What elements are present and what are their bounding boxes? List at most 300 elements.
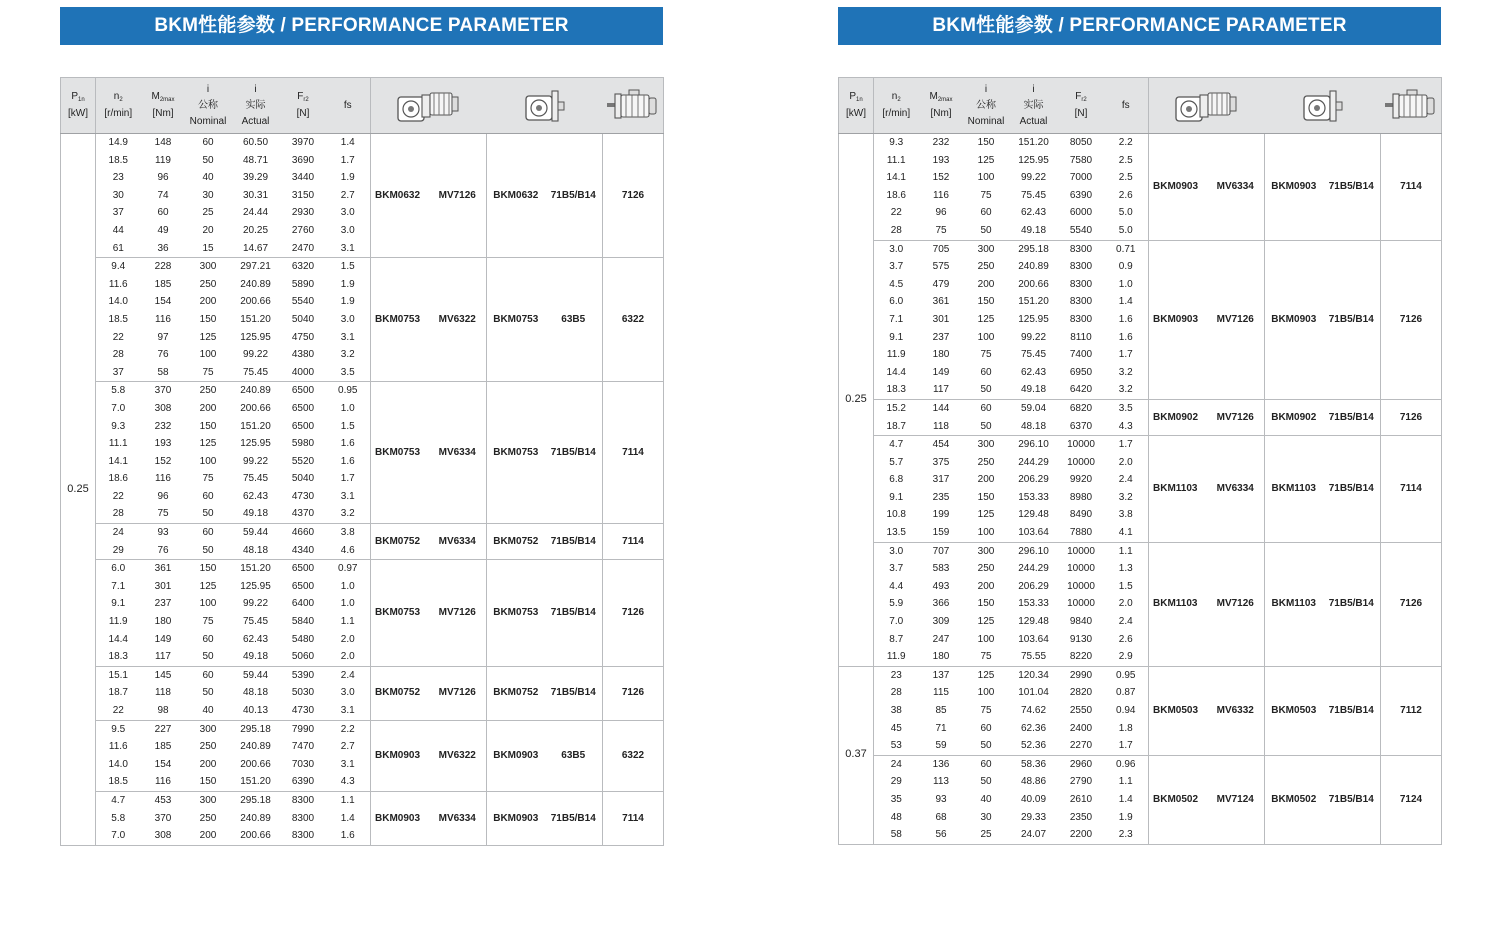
ratio-nominal-cell: 125 bbox=[977, 313, 995, 325]
table-row bbox=[61, 524, 664, 542]
fs-cell: 1.3 bbox=[1104, 560, 1149, 578]
motor-frame-cell: 7114 bbox=[1381, 436, 1442, 543]
ratio-nominal-cell: 75 bbox=[980, 189, 992, 201]
motor-model-cell: MV6322 bbox=[429, 720, 487, 791]
fr2-cell: 10000 bbox=[1059, 542, 1104, 560]
n2-cell: 29 bbox=[96, 542, 141, 560]
m2max-cell: 705 bbox=[919, 240, 964, 258]
n2-cell: 4.7 bbox=[874, 436, 919, 454]
fr2-cell: 8300 bbox=[1069, 296, 1093, 308]
n2-cell: 18.5 bbox=[96, 152, 141, 170]
ratio-actual-cell: 20.25 bbox=[242, 224, 269, 236]
page-title-banner: BKM性能参数 / PERFORMANCE PARAMETER bbox=[838, 7, 1441, 45]
ratio-nominal-cell: 50 bbox=[202, 154, 214, 166]
m2max-cell: 154 bbox=[154, 758, 172, 770]
fr2-cell: 2990 bbox=[1059, 666, 1104, 684]
m2max-cell: 583 bbox=[932, 563, 950, 575]
fs-cell: 2.4 bbox=[1104, 613, 1149, 631]
m2max-cell: 180 bbox=[919, 648, 964, 666]
gearmotor-model-cell: BKM0753 bbox=[371, 560, 429, 667]
power-cell: 0.37 bbox=[839, 666, 874, 844]
m2max-cell: 180 bbox=[932, 349, 950, 361]
ratio-nominal-cell: 125 bbox=[199, 580, 217, 592]
m2max-cell: 237 bbox=[154, 598, 172, 610]
ratio-actual-cell: 48.18 bbox=[242, 544, 269, 556]
motor-model-cell: MV7126 bbox=[1207, 240, 1265, 399]
fs-cell: 4.3 bbox=[326, 773, 371, 791]
fs-cell: 1.7 bbox=[1104, 737, 1149, 755]
fs-cell: 3.5 bbox=[1104, 399, 1149, 417]
ratio-actual-cell: 24.07 bbox=[1009, 826, 1059, 844]
fr2-cell: 2820 bbox=[1069, 687, 1093, 699]
m2max-cell: 232 bbox=[919, 134, 964, 152]
fr2-cell: 4660 bbox=[281, 524, 326, 542]
fs-cell: 1.4 bbox=[326, 134, 371, 152]
ratio-actual-cell: 49.18 bbox=[242, 651, 269, 663]
fs-cell: 1.6 bbox=[326, 453, 371, 471]
n2-cell: 24 bbox=[96, 524, 141, 542]
ratio-nominal-cell: 40 bbox=[202, 705, 214, 716]
fr2-cell: 6500 bbox=[281, 382, 326, 400]
fs-cell: 3.1 bbox=[326, 756, 371, 774]
m2max-cell: 71 bbox=[935, 722, 947, 734]
fs-cell: 2.9 bbox=[1104, 648, 1149, 666]
flange-cell: 63B5 bbox=[545, 258, 603, 382]
ratio-actual-cell: 153.33 bbox=[1018, 598, 1049, 610]
n2-cell: 18.3 bbox=[874, 381, 919, 399]
ratio-actual-cell: 48.86 bbox=[1020, 776, 1047, 788]
fr2-cell: 8300 bbox=[1059, 240, 1104, 258]
m2max-cell: 116 bbox=[155, 313, 171, 325]
n2-cell: 14.0 bbox=[96, 756, 141, 774]
fs-cell: 3.0 bbox=[326, 684, 371, 702]
ratio-nominal-cell: 50 bbox=[202, 508, 214, 520]
m2max-cell: 93 bbox=[141, 524, 186, 542]
fr2-cell: 5890 bbox=[291, 278, 315, 290]
m2max-cell: 68 bbox=[935, 811, 947, 823]
ratio-nominal-cell: 125 bbox=[964, 666, 1009, 684]
ratio-actual-cell: 99.22 bbox=[1020, 172, 1047, 184]
ratio-actual-cell: 58.36 bbox=[1009, 755, 1059, 773]
ratio-nominal-cell: 125 bbox=[977, 616, 995, 628]
gearmotor-model-cell: BKM0503 bbox=[1149, 666, 1207, 755]
gearmotor-model-cell: BKM0753 bbox=[371, 382, 429, 524]
ratio-actual-cell: 59.44 bbox=[231, 524, 281, 542]
ratio-actual-cell: 101.04 bbox=[1018, 687, 1049, 699]
motor-frame-cell: 7114 bbox=[603, 791, 664, 845]
ratio-nominal-cell: 200 bbox=[977, 474, 995, 486]
n2-cell: 7.0 bbox=[874, 613, 919, 631]
fs-cell: 0.95 bbox=[326, 382, 371, 400]
fs-cell: 1.0 bbox=[326, 578, 371, 596]
m2max-cell: 493 bbox=[932, 580, 950, 592]
fs-cell: 1.5 bbox=[326, 418, 371, 436]
gearmotor-model-cell: BKM1103 bbox=[1149, 436, 1207, 543]
n2-cell: 53 bbox=[874, 737, 919, 755]
fr2-cell: 7990 bbox=[281, 720, 326, 738]
ratio-actual-cell: 30.31 bbox=[242, 189, 269, 201]
fr2-cell: 2200 bbox=[1059, 826, 1104, 844]
ratio-actual-cell: 153.33 bbox=[1018, 491, 1049, 503]
m2max-cell: 113 bbox=[933, 776, 949, 788]
fr2-cell: 8220 bbox=[1059, 648, 1104, 666]
ratio-actual-cell: 24.44 bbox=[242, 207, 269, 219]
m2max-cell: 154 bbox=[154, 296, 172, 308]
motor-model-cell: MV7126 bbox=[1207, 542, 1265, 666]
n2-cell: 18.6 bbox=[96, 470, 141, 488]
ratio-actual-cell: 62.43 bbox=[242, 490, 269, 502]
m2max-cell: 453 bbox=[141, 791, 186, 809]
fr2-cell: 5040 bbox=[291, 473, 315, 485]
ratio-nominal-cell: 200 bbox=[186, 827, 231, 845]
gearbox-model-cell: BKM0753 bbox=[487, 560, 545, 667]
n2-cell: 9.5 bbox=[96, 720, 141, 738]
flange-cell: 71B5/B14 bbox=[1323, 240, 1381, 399]
fs-cell: 1.4 bbox=[1104, 293, 1149, 311]
ratio-actual-cell: 240.89 bbox=[240, 812, 271, 824]
m2max-cell: 98 bbox=[157, 705, 169, 716]
n2-cell: 14.4 bbox=[874, 364, 919, 382]
ratio-nominal-cell: 75 bbox=[980, 349, 992, 361]
fs-cell: 2.0 bbox=[326, 648, 371, 666]
fr2-cell: 8300 bbox=[1069, 261, 1093, 273]
m2max-cell: 301 bbox=[154, 580, 172, 592]
fr2-cell: 10000 bbox=[1067, 456, 1095, 468]
m2max-cell: 149 bbox=[154, 633, 172, 645]
table-row bbox=[839, 666, 1442, 684]
m2max-cell: 193 bbox=[932, 154, 950, 166]
n2-cell: 18.7 bbox=[874, 418, 919, 436]
m2max-cell: 235 bbox=[932, 491, 950, 503]
fr2-cell: 5480 bbox=[291, 633, 315, 645]
fr2-cell: 10000 bbox=[1067, 580, 1095, 592]
ratio-nominal-cell: 200 bbox=[977, 278, 995, 290]
n2-cell: 48 bbox=[874, 809, 919, 827]
fr2-cell: 6370 bbox=[1069, 420, 1093, 432]
m2max-cell: 370 bbox=[154, 812, 172, 824]
motor-frame-cell: 7114 bbox=[1381, 134, 1442, 241]
ratio-nominal-cell: 100 bbox=[977, 527, 995, 539]
ratio-actual-cell: 295.18 bbox=[231, 720, 281, 738]
m2max-cell: 152 bbox=[932, 172, 950, 184]
gearmotor-model-cell: BKM0752 bbox=[371, 524, 429, 560]
fs-cell: 2.0 bbox=[1104, 595, 1149, 613]
n2-cell: 11.9 bbox=[874, 648, 919, 666]
ratio-nominal-cell: 300 bbox=[964, 436, 1009, 454]
m2max-cell: 144 bbox=[919, 399, 964, 417]
fs-cell: 2.7 bbox=[326, 187, 371, 205]
n2-cell: 22 bbox=[96, 329, 141, 347]
ratio-actual-cell: 200.66 bbox=[240, 758, 271, 770]
flange-cell: 71B5/B14 bbox=[545, 560, 603, 667]
ratio-nominal-cell: 200 bbox=[199, 296, 217, 308]
ratio-actual-cell: 48.18 bbox=[1020, 420, 1047, 432]
table-row bbox=[61, 382, 664, 400]
fr2-cell: 10000 bbox=[1067, 563, 1095, 575]
fr2-cell: 3970 bbox=[281, 134, 326, 152]
performance-table bbox=[838, 77, 1442, 845]
fr2-cell: 6500 bbox=[291, 402, 315, 414]
ratio-nominal-cell: 100 bbox=[977, 172, 995, 184]
fs-cell: 3.2 bbox=[326, 505, 371, 523]
n2-cell: 11.6 bbox=[96, 738, 141, 756]
table-row bbox=[839, 134, 1442, 152]
n2-cell: 28 bbox=[96, 505, 141, 523]
fr2-cell: 7470 bbox=[291, 741, 315, 753]
ratio-nominal-cell: 60 bbox=[202, 633, 214, 645]
ratio-actual-cell: 48.18 bbox=[242, 687, 269, 699]
m2max-cell: 117 bbox=[933, 384, 949, 396]
m2max-cell: 136 bbox=[919, 755, 964, 773]
gearbox-model-cell: BKM1103 bbox=[1265, 436, 1323, 543]
n2-cell: 24 bbox=[874, 755, 919, 773]
fr2-cell: 9840 bbox=[1069, 616, 1093, 628]
fr2-cell: 5040 bbox=[291, 313, 315, 325]
m2max-cell: 58 bbox=[157, 366, 169, 378]
ratio-actual-cell: 75.45 bbox=[242, 616, 269, 628]
motor-frame-cell: 7126 bbox=[603, 134, 664, 258]
fr2-cell: 9920 bbox=[1069, 474, 1093, 486]
ratio-nominal-cell: 20 bbox=[202, 224, 214, 236]
n2-cell: 45 bbox=[874, 720, 919, 738]
m2max-cell: 60 bbox=[157, 207, 169, 219]
n2-cell: 28 bbox=[874, 684, 919, 702]
ratio-nominal-cell: 250 bbox=[199, 278, 217, 290]
fr2-cell: 8050 bbox=[1059, 134, 1104, 152]
fs-cell: 1.1 bbox=[1104, 773, 1149, 791]
n2-cell: 18.5 bbox=[96, 311, 141, 329]
flange-cell: 71B5/B14 bbox=[1323, 755, 1381, 844]
fr2-cell: 7000 bbox=[1069, 172, 1093, 184]
ratio-nominal-cell: 200 bbox=[199, 758, 217, 770]
ratio-actual-cell: 125.95 bbox=[240, 438, 271, 450]
flange-cell: 63B5 bbox=[545, 720, 603, 791]
flange-cell: 71B5/B14 bbox=[1323, 436, 1381, 543]
ratio-nominal-cell: 250 bbox=[199, 741, 217, 753]
ratio-actual-cell: 296.10 bbox=[1009, 436, 1059, 454]
gearmotor-model-cell: BKM0902 bbox=[1149, 399, 1207, 435]
gearbox-model-cell: BKM1103 bbox=[1265, 542, 1323, 666]
gearbox-model-cell: BKM0503 bbox=[1265, 666, 1323, 755]
ratio-nominal-cell: 60 bbox=[186, 524, 231, 542]
fs-cell: 1.9 bbox=[326, 293, 371, 311]
ratio-nominal-cell: 250 bbox=[186, 382, 231, 400]
flange-cell: 71B5/B14 bbox=[545, 524, 603, 560]
m2max-cell: 199 bbox=[932, 509, 950, 521]
ratio-nominal-cell: 200 bbox=[977, 580, 995, 592]
electric-motor-icon bbox=[1381, 78, 1442, 134]
fs-cell: 1.7 bbox=[326, 152, 371, 170]
motor-model-cell: MV6334 bbox=[1207, 436, 1265, 543]
n2-cell: 18.5 bbox=[96, 773, 141, 791]
fs-cell: 3.2 bbox=[326, 346, 371, 364]
ratio-nominal-cell: 150 bbox=[977, 491, 995, 503]
m2max-cell: 49 bbox=[157, 224, 169, 236]
ratio-actual-cell: 40.13 bbox=[242, 705, 269, 716]
ratio-nominal-cell: 150 bbox=[199, 313, 217, 325]
fr2-cell: 7880 bbox=[1069, 527, 1093, 539]
fs-cell: 1.0 bbox=[1104, 276, 1149, 294]
gearmotor-model-cell: BKM0903 bbox=[371, 791, 429, 845]
m2max-cell: 227 bbox=[141, 720, 186, 738]
fs-cell: 1.5 bbox=[326, 258, 371, 276]
m2max-cell: 76 bbox=[157, 349, 169, 361]
ratio-nominal-cell: 100 bbox=[977, 331, 995, 343]
fs-cell: 0.71 bbox=[1104, 240, 1149, 258]
fr2-cell: 10000 bbox=[1059, 436, 1104, 454]
fr2-cell: 6400 bbox=[291, 598, 315, 610]
n2-cell: 9.3 bbox=[874, 134, 919, 152]
n2-cell: 4.4 bbox=[874, 578, 919, 596]
gearmotor-assembly-icon bbox=[1149, 78, 1265, 134]
fr2-cell: 5030 bbox=[291, 687, 315, 699]
ratio-nominal-cell: 15 bbox=[202, 242, 214, 254]
ratio-nominal-cell: 125 bbox=[199, 438, 217, 450]
m2max-cell: 76 bbox=[157, 544, 169, 556]
n2-cell: 7.0 bbox=[96, 827, 141, 845]
m2max-cell: 56 bbox=[919, 826, 964, 844]
ratio-nominal-cell: 40 bbox=[202, 172, 214, 184]
n2-cell: 44 bbox=[96, 222, 141, 240]
m2max-cell: 237 bbox=[932, 331, 950, 343]
fr2-cell: 4730 bbox=[291, 490, 315, 502]
n2-cell: 9.3 bbox=[96, 418, 141, 436]
gearmotor-model-cell: BKM0753 bbox=[371, 258, 429, 382]
m2max-cell: 96 bbox=[935, 207, 947, 219]
fr2-cell: 2790 bbox=[1069, 776, 1093, 788]
fs-cell: 1.6 bbox=[1104, 311, 1149, 329]
m2max-cell: 75 bbox=[935, 224, 947, 236]
fr2-header: $F_{r2}$ [N] bbox=[1059, 78, 1104, 134]
ratio-nominal-cell: 30 bbox=[202, 189, 214, 201]
n2-cell: 3.0 bbox=[874, 542, 919, 560]
fs-cell: 1.4 bbox=[326, 810, 371, 828]
ratio-nominal-cell: 60 bbox=[186, 134, 231, 152]
ratio-actual-cell: 125.95 bbox=[240, 580, 271, 592]
fr2-cell: 5980 bbox=[291, 438, 315, 450]
m2max-cell: 118 bbox=[155, 687, 171, 699]
motor-model-cell: MV7126 bbox=[1207, 399, 1265, 435]
fr2-header: $F_{r2}$ [N] bbox=[281, 78, 326, 134]
ratio-actual-cell: 103.64 bbox=[1018, 527, 1049, 539]
ratio-nominal-cell: 250 bbox=[199, 812, 217, 824]
gearbox-model-cell: BKM0753 bbox=[487, 382, 545, 524]
table-row bbox=[61, 791, 664, 809]
gearbox-model-cell: BKM0903 bbox=[1265, 240, 1323, 399]
flange-cell: 71B5/B14 bbox=[1323, 399, 1381, 435]
ratio-actual-cell: 206.29 bbox=[1018, 474, 1049, 486]
pn-header: $P_{1n}$ [kW] bbox=[839, 78, 874, 134]
fs-cell: 1.6 bbox=[326, 435, 371, 453]
n2-cell: 9.1 bbox=[96, 595, 141, 613]
gearmotor-model-cell: BKM0903 bbox=[1149, 134, 1207, 241]
m2max-cell: 317 bbox=[932, 474, 950, 486]
table-row bbox=[61, 720, 664, 738]
m2max-cell: 97 bbox=[157, 331, 169, 343]
fs-cell: 2.3 bbox=[1104, 826, 1149, 844]
ratio-actual-cell: 200.66 bbox=[231, 827, 281, 845]
table-row bbox=[839, 436, 1442, 454]
m2max-cell: 308 bbox=[141, 827, 186, 845]
n2-cell: 11.1 bbox=[96, 435, 141, 453]
flange-cell: 71B5/B14 bbox=[545, 134, 603, 258]
gearbox-model-cell: BKM0753 bbox=[487, 258, 545, 382]
motor-model-cell: MV6322 bbox=[429, 258, 487, 382]
table-row bbox=[61, 134, 664, 152]
m2max-cell: 117 bbox=[155, 651, 171, 663]
gearbox-flange-icon bbox=[487, 78, 603, 134]
m2max-cell: 228 bbox=[141, 258, 186, 276]
ratio-actual-cell: 29.33 bbox=[1020, 811, 1047, 823]
ratio-actual-cell: 48.71 bbox=[242, 154, 269, 166]
m2max-cell: 137 bbox=[919, 666, 964, 684]
fs-cell: 1.9 bbox=[326, 169, 371, 187]
m2max-cell: 116 bbox=[933, 189, 949, 201]
motor-model-cell: MV7126 bbox=[429, 666, 487, 720]
ratio-nominal-cell: 25 bbox=[964, 826, 1009, 844]
ratio-nominal-cell: 300 bbox=[964, 542, 1009, 560]
n2-cell: 11.6 bbox=[96, 276, 141, 294]
n2-cell: 5.8 bbox=[96, 810, 141, 828]
ratio-actual-cell: 52.36 bbox=[1020, 740, 1047, 752]
fs-cell: 0.87 bbox=[1104, 684, 1149, 702]
ratio-nominal-cell: 40 bbox=[980, 793, 992, 805]
ratio-nominal-header: i 公称 Nominal bbox=[964, 78, 1009, 134]
electric-motor-icon bbox=[603, 78, 664, 134]
ratio-actual-cell: 125.95 bbox=[240, 331, 271, 343]
gearmotor-assembly-icon bbox=[371, 78, 487, 134]
ratio-actual-cell: 75.55 bbox=[1009, 648, 1059, 666]
n2-cell: 22 bbox=[96, 702, 141, 720]
n2-cell: 14.1 bbox=[96, 453, 141, 471]
ratio-actual-cell: 240.89 bbox=[240, 741, 271, 753]
ratio-actual-cell: 129.48 bbox=[1018, 616, 1049, 628]
ratio-actual-cell: 240.89 bbox=[1018, 261, 1049, 273]
fs-cell: 4.1 bbox=[1104, 524, 1149, 542]
fs-cell: 2.5 bbox=[1104, 152, 1149, 170]
n2-cell: 4.5 bbox=[874, 276, 919, 294]
n2-cell: 4.7 bbox=[96, 791, 141, 809]
n2-cell: 14.9 bbox=[96, 134, 141, 152]
n2-header: $n_2$ [r/min] bbox=[874, 78, 919, 134]
flange-cell: 71B5/B14 bbox=[1323, 666, 1381, 755]
fr2-cell: 2270 bbox=[1069, 740, 1093, 752]
ratio-actual-cell: 200.66 bbox=[240, 296, 271, 308]
fr2-cell: 6390 bbox=[291, 776, 315, 788]
ratio-actual-cell: 206.29 bbox=[1018, 580, 1049, 592]
ratio-nominal-cell: 100 bbox=[977, 633, 995, 645]
ratio-actual-cell: 75.45 bbox=[1020, 349, 1047, 361]
ratio-actual-cell: 14.67 bbox=[242, 242, 269, 254]
fr2-cell: 2400 bbox=[1069, 722, 1093, 734]
motor-frame-cell: 7124 bbox=[1381, 755, 1442, 844]
page-title-banner: BKM性能参数 / PERFORMANCE PARAMETER bbox=[60, 7, 663, 45]
fr2-cell: 7030 bbox=[291, 758, 315, 770]
fr2-cell: 4380 bbox=[291, 349, 315, 361]
m2max-cell: 145 bbox=[141, 666, 186, 684]
right-page bbox=[838, 7, 1441, 841]
fr2-cell: 5540 bbox=[291, 296, 315, 308]
gearbox-model-cell: BKM0903 bbox=[487, 791, 545, 845]
ratio-nominal-cell: 150 bbox=[199, 776, 217, 788]
m2max-cell: 361 bbox=[932, 296, 950, 308]
ratio-actual-cell: 99.22 bbox=[1020, 331, 1047, 343]
m2max-cell: 96 bbox=[157, 172, 169, 184]
gearmotor-model-cell: BKM1103 bbox=[1149, 542, 1207, 666]
fs-cell: 3.2 bbox=[1104, 489, 1149, 507]
m2max-cell: 159 bbox=[932, 527, 950, 539]
n2-cell: 28 bbox=[96, 346, 141, 364]
